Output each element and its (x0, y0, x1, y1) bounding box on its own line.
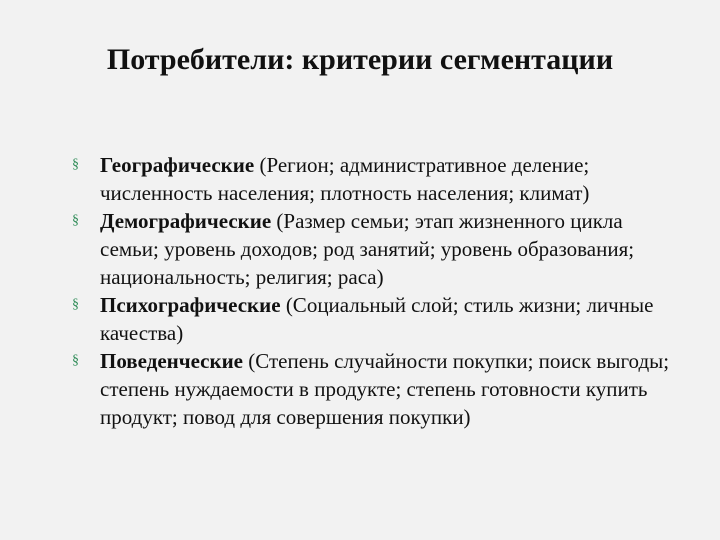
bullet-marker-icon: § (72, 353, 79, 368)
bullet-item-demographic (72, 207, 672, 291)
bullet-item-behavioral (72, 347, 672, 431)
bullet-term: Психографические (100, 293, 281, 317)
bullet-list (72, 151, 672, 431)
bullet-details: (Регион; административное деление; численность населения; плотность населения; климат) (100, 153, 590, 205)
bullet-item-psychographic (72, 291, 672, 347)
bullet-term: Поведенческие (100, 349, 244, 373)
bullet-term: Географические (100, 153, 255, 177)
bullet-marker-icon: § (72, 297, 79, 312)
bullet-details: (Социальный слой; стиль жизни; личные качества) (100, 293, 654, 345)
bullet-marker-icon: § (72, 157, 79, 172)
bullet-term: Демографические (100, 209, 272, 233)
bullet-item-geographic (72, 151, 672, 207)
bullet-details: (Размер семьи; этап жизненного цикла семьи; уровень доходов; род занятий; уровень образования; национальность; религия; раса) (100, 209, 635, 289)
slide-title: Потребители: критерии сегментации (106, 43, 614, 76)
bullet-marker-icon: § (72, 213, 79, 228)
bullet-details: (Степень случайности покупки; поиск выгоды; степень нуждаемости в продукте; степень готовности купить продукт; повод для совершения покупки) (100, 349, 670, 429)
